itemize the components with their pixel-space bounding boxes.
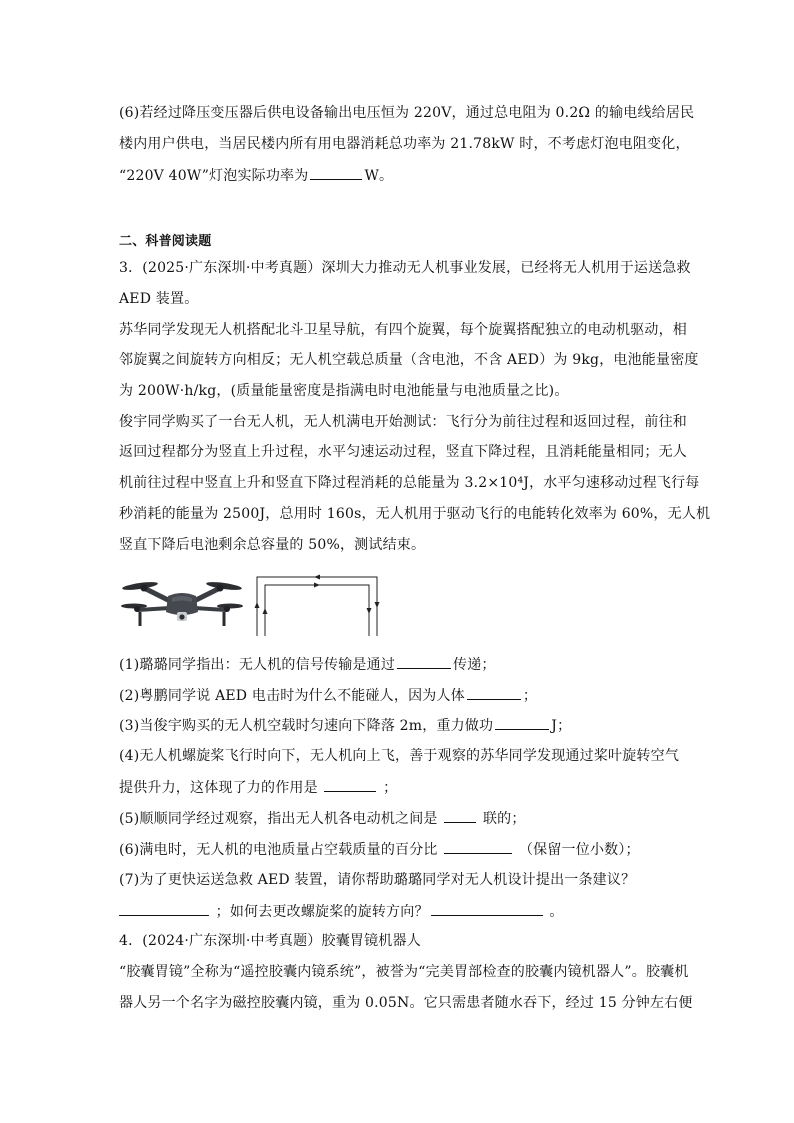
q3-sub-2-end: ； [522, 688, 538, 704]
drone-image [120, 572, 244, 638]
q3-sub-1 [119, 654, 679, 675]
q3-paragraph-1-line-1: 苏华同学发现无人机搭配北斗卫星导航，有四个旋翼，每个旋翼搭配独立的电动机驱动，相 [119, 322, 687, 338]
q3-sub-1-text: (1)璐璐同学指出：无人机的信号传输是通过 [119, 657, 396, 673]
q3-paragraph-1-line-2: 邻旋翼之间旋转方向相反；无人机空载总质量（含电池，不含 AED）为 9kg，电池能量密度 [119, 352, 699, 368]
q3-paragraph-2-line-1: 俊宇同学购买了一台无人机，无人机满电开始测试：飞行分为前往过程和返回过程，前往和 [119, 414, 687, 430]
q6-line-3-unit: W。 [364, 168, 394, 184]
q3-sub-7-line-1: (7)为了更快运送急救 AED 装置，请你帮助璐璐同学对无人机设计提出一条建议？ [119, 872, 636, 888]
answer-blank[interactable] [444, 808, 476, 823]
q6-line-3 [119, 165, 679, 186]
q3-paragraph-2-line-5: 竖直下降后电池剩余总容量的 50%，测试结束。 [119, 537, 426, 553]
q3-sub-5-end: 联的； [482, 811, 526, 827]
q4-line-1: “胶囊胃镜”全称为“遥控胶囊内镜系统”，被誉为“完美胃部检查的胶囊内镜机器人”。胶囊机 [119, 964, 689, 980]
q3-sub-3 [119, 715, 679, 736]
flight-path-diagram [254, 574, 380, 636]
q3-header-line-2: AED 装置。 [119, 291, 199, 307]
q3-paragraph-2-line-2: 返回过程都分为竖直上升过程，水平匀速运动过程，竖直下降过程，且消耗能量相同；无人 [119, 444, 687, 460]
q3-sub-4-end: ； [383, 780, 398, 796]
answer-blank[interactable] [444, 839, 512, 854]
q3-paragraph-2-line-3: 机前往过程中竖直上升和竖直下降过程消耗的总能量为 3.2×10⁴J，水平匀速移动过程飞行每 [119, 475, 700, 491]
q3-sub-6-text: (6)满电时，无人机的电池质量占空载质量的百分比 [119, 842, 438, 858]
q3-sub-4-text: 提供升力，这体现了力的作用是 [119, 780, 318, 796]
answer-blank[interactable] [467, 685, 521, 700]
q6-line-3-text: “220V 40W”灯泡实际功率为 [119, 168, 309, 184]
answer-blank[interactable] [495, 715, 549, 730]
q3-sub-4-line-1: (4)无人机螺旋桨飞行时向下，无人机向上飞，善于观察的苏华同学发现通过桨叶旋转空气 [119, 748, 680, 764]
answer-blank[interactable] [324, 777, 376, 792]
answer-blank[interactable] [119, 901, 209, 916]
q4-line-2: 器人另一个名字为磁控胶囊内镜，重为 0.05N。它只需患者随水吞下，经过 15 分钟左右便 [119, 995, 693, 1011]
q3-sub-2-text: (2)粤鹏同学说 AED 电击时为什么不能碰人，因为人体 [119, 688, 465, 704]
q3-header-line-1: 3．(2025·广东深圳·中考真题）深圳大力推动无人机事业发展，已经将无人机用于运送急救 [119, 260, 691, 276]
q3-sub-1-end: 传递； [453, 657, 496, 673]
answer-blank[interactable] [397, 654, 451, 669]
q3-sub-7-end: 。 [549, 904, 564, 920]
q3-sub-4-line-2 [119, 777, 679, 798]
q3-sub-5-text: (5)顺顺同学经过观察，指出无人机各电动机之间是 [119, 811, 438, 827]
q3-paragraph-1-line-3: 为 200W·h/kg，(质量能量密度是指满电时电池能量与电池质量之比)。 [119, 383, 569, 399]
answer-blank[interactable] [431, 901, 543, 916]
q3-sub-7-line-2 [119, 901, 679, 922]
section-title: 二、科普阅读题 [119, 234, 212, 249]
q4-header: 4．(2024·广东深圳·中考真题）胶囊胃镜机器人 [119, 933, 421, 949]
q6-line-2: 楼内用户供电，当居民楼内所有用电器消耗总功率为 21.78kW 时，不考虑灯泡电阻变化， [119, 136, 690, 152]
q3-sub-3-text: (3)当俊宇购买的无人机空载时匀速向下降落 2m，重力做功 [119, 718, 494, 734]
q3-sub-3-end: J； [551, 718, 572, 734]
q3-figure [120, 572, 380, 638]
q3-sub-6 [119, 839, 679, 860]
q3-sub-7-text: ；如何去更改螺旋桨的旋转方向？ [215, 904, 429, 920]
q3-paragraph-2-line-4: 秒消耗的能量为 2500J，总用时 160s，无人机用于驱动飞行的电能转化效率为 60%，无人机 [119, 506, 711, 522]
answer-blank[interactable] [310, 165, 362, 180]
q6-line-1: (6)若经过降压变压器后供电设备输出电压恒为 220V，通过总电阻为 0.2Ω 的输电线给居民 [119, 105, 695, 121]
q3-sub-5 [119, 808, 679, 829]
q3-sub-2 [119, 685, 679, 706]
q3-sub-6-end: （保留一位小数）； [518, 842, 640, 858]
